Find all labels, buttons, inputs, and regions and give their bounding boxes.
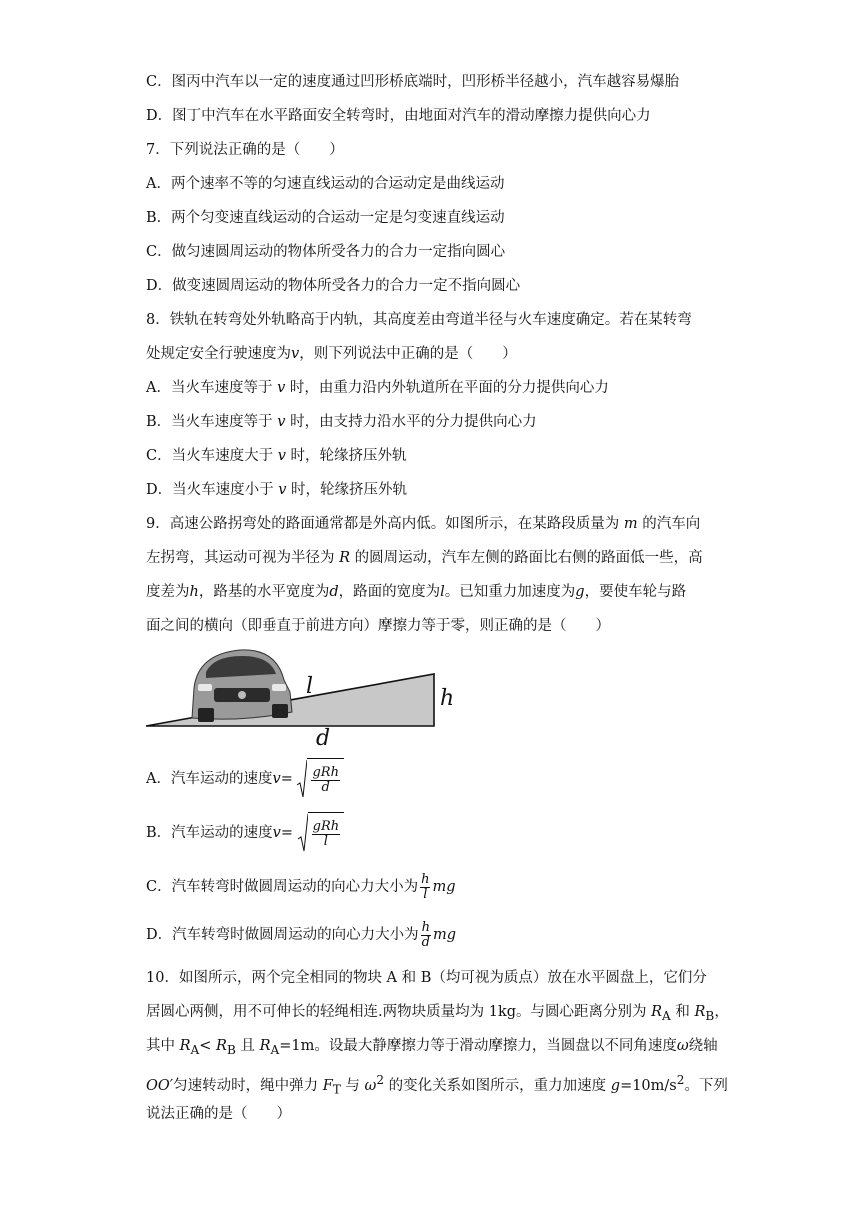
question-8-line2: 处规定安全行驶速度为v，则下列说法中正确的是（ ）	[146, 346, 517, 362]
option-8d: D．当火车速度小于 v 时，轮缘挤压外轨	[146, 482, 408, 498]
question-10-line4: OO′匀速转动时，绳中弹力 $F_T$ 与 $\omega^2$ 的变化关系如图所示，重力加速度 $g=10m/s^2$。下列	[146, 1073, 728, 1097]
option-6d: D．图丁中汽车在水平路面安全转弯时，由地面对汽车的滑动摩擦力提供向心力	[146, 108, 651, 124]
question-10-line1: 10．如图所示，两个完全相同的物块 A 和 B（均可视为质点）放在水平圆盘上，它们分	[146, 970, 707, 986]
question-10-line2: 居圆心两侧，用不可伸长的轻绳相连.两物块质量均为 1kg。与圆心距离分别为 $R_A$ 和 $R_B$，	[146, 1004, 729, 1023]
option-6c: C．图丙中汽车以一定的速度通过凹形桥底端时，凹形桥半径越小，汽车越容易爆胎	[146, 74, 680, 90]
option-7a: A．两个速率不等的匀速直线运动的合运动定是曲线运动	[146, 176, 505, 192]
question-9-line3: 度差为h，路基的水平宽度为d，路面的宽度为l。已知重力加速度为g，要使车轮与路	[146, 584, 687, 600]
option-8a: A．当火车速度等于 v 时，由重力沿内外轨道所在平面的分力提供向心力	[146, 380, 609, 396]
car-icon	[192, 650, 292, 722]
label-d: d	[316, 726, 331, 751]
sqrt-expression: $\frac{\text{gRh}}{l}$	[298, 812, 344, 854]
option-7b: B．两个匀变速直线运动的合运动一定是匀变速直线运动	[146, 210, 505, 226]
question-9-line2: 左拐弯，其运动可视为半径为 R 的圆周运动，汽车左侧的路面比右侧的路面低一些，高	[146, 550, 703, 566]
sqrt-expression: $\frac{\text{gRh}}{d}$	[297, 758, 343, 800]
option-7d: D．做变速圆周运动的物体所受各力的合力一定不指向圆心	[146, 278, 521, 294]
label-l: l	[306, 674, 314, 699]
banked-road-figure	[144, 640, 464, 752]
option-7c: C．做匀速圆周运动的物体所受各力的合力一定指向圆心	[146, 244, 506, 260]
question-9-line4: 面之间的横向（即垂直于前进方向）摩擦力等于零，则正确的是（ ）	[146, 618, 610, 634]
option-8b: B．当火车速度等于 v 时，由支持力沿水平的分力提供向心力	[146, 414, 537, 430]
incline-diagram	[144, 640, 464, 752]
question-7: 7．下列说法正确的是（ ）	[146, 142, 344, 158]
option-9b: B．汽车运动的速度v= $\frac{\text{gRh}}{l}$	[146, 812, 344, 852]
question-10-line5: 说法正确的是（ ）	[146, 1106, 291, 1122]
option-9d: D．汽车转弯时做圆周运动的向心力大小为 $\frac{h}{d}$ mg	[146, 919, 457, 950]
option-8c: C．当火车速度大于 v 时，轮缘挤压外轨	[146, 448, 407, 464]
option-9c: C．汽车转弯时做圆周运动的向心力大小为 $\frac{h}{l}$ mg	[146, 871, 456, 902]
option-9a: A．汽车运动的速度v= $\frac{\text{gRh}}{d}$	[146, 758, 344, 798]
question-8-line1: 8．铁轨在转弯处外轨略高于内轨，其高度差由弯道半径与火车速度确定。若在某转弯	[146, 312, 692, 328]
question-9-line1: 9．高速公路拐弯处的路面通常都是外高内低。如图所示，在某路段质量为 m 的汽车向	[146, 516, 701, 532]
label-h: h	[440, 686, 455, 711]
question-10-line3: 其中 $R_A< R_B$ 且 $R_A=1m$。设最大静摩擦力等于滑动摩擦力，当圆盘以不同角速度ω绕轴	[146, 1038, 718, 1057]
